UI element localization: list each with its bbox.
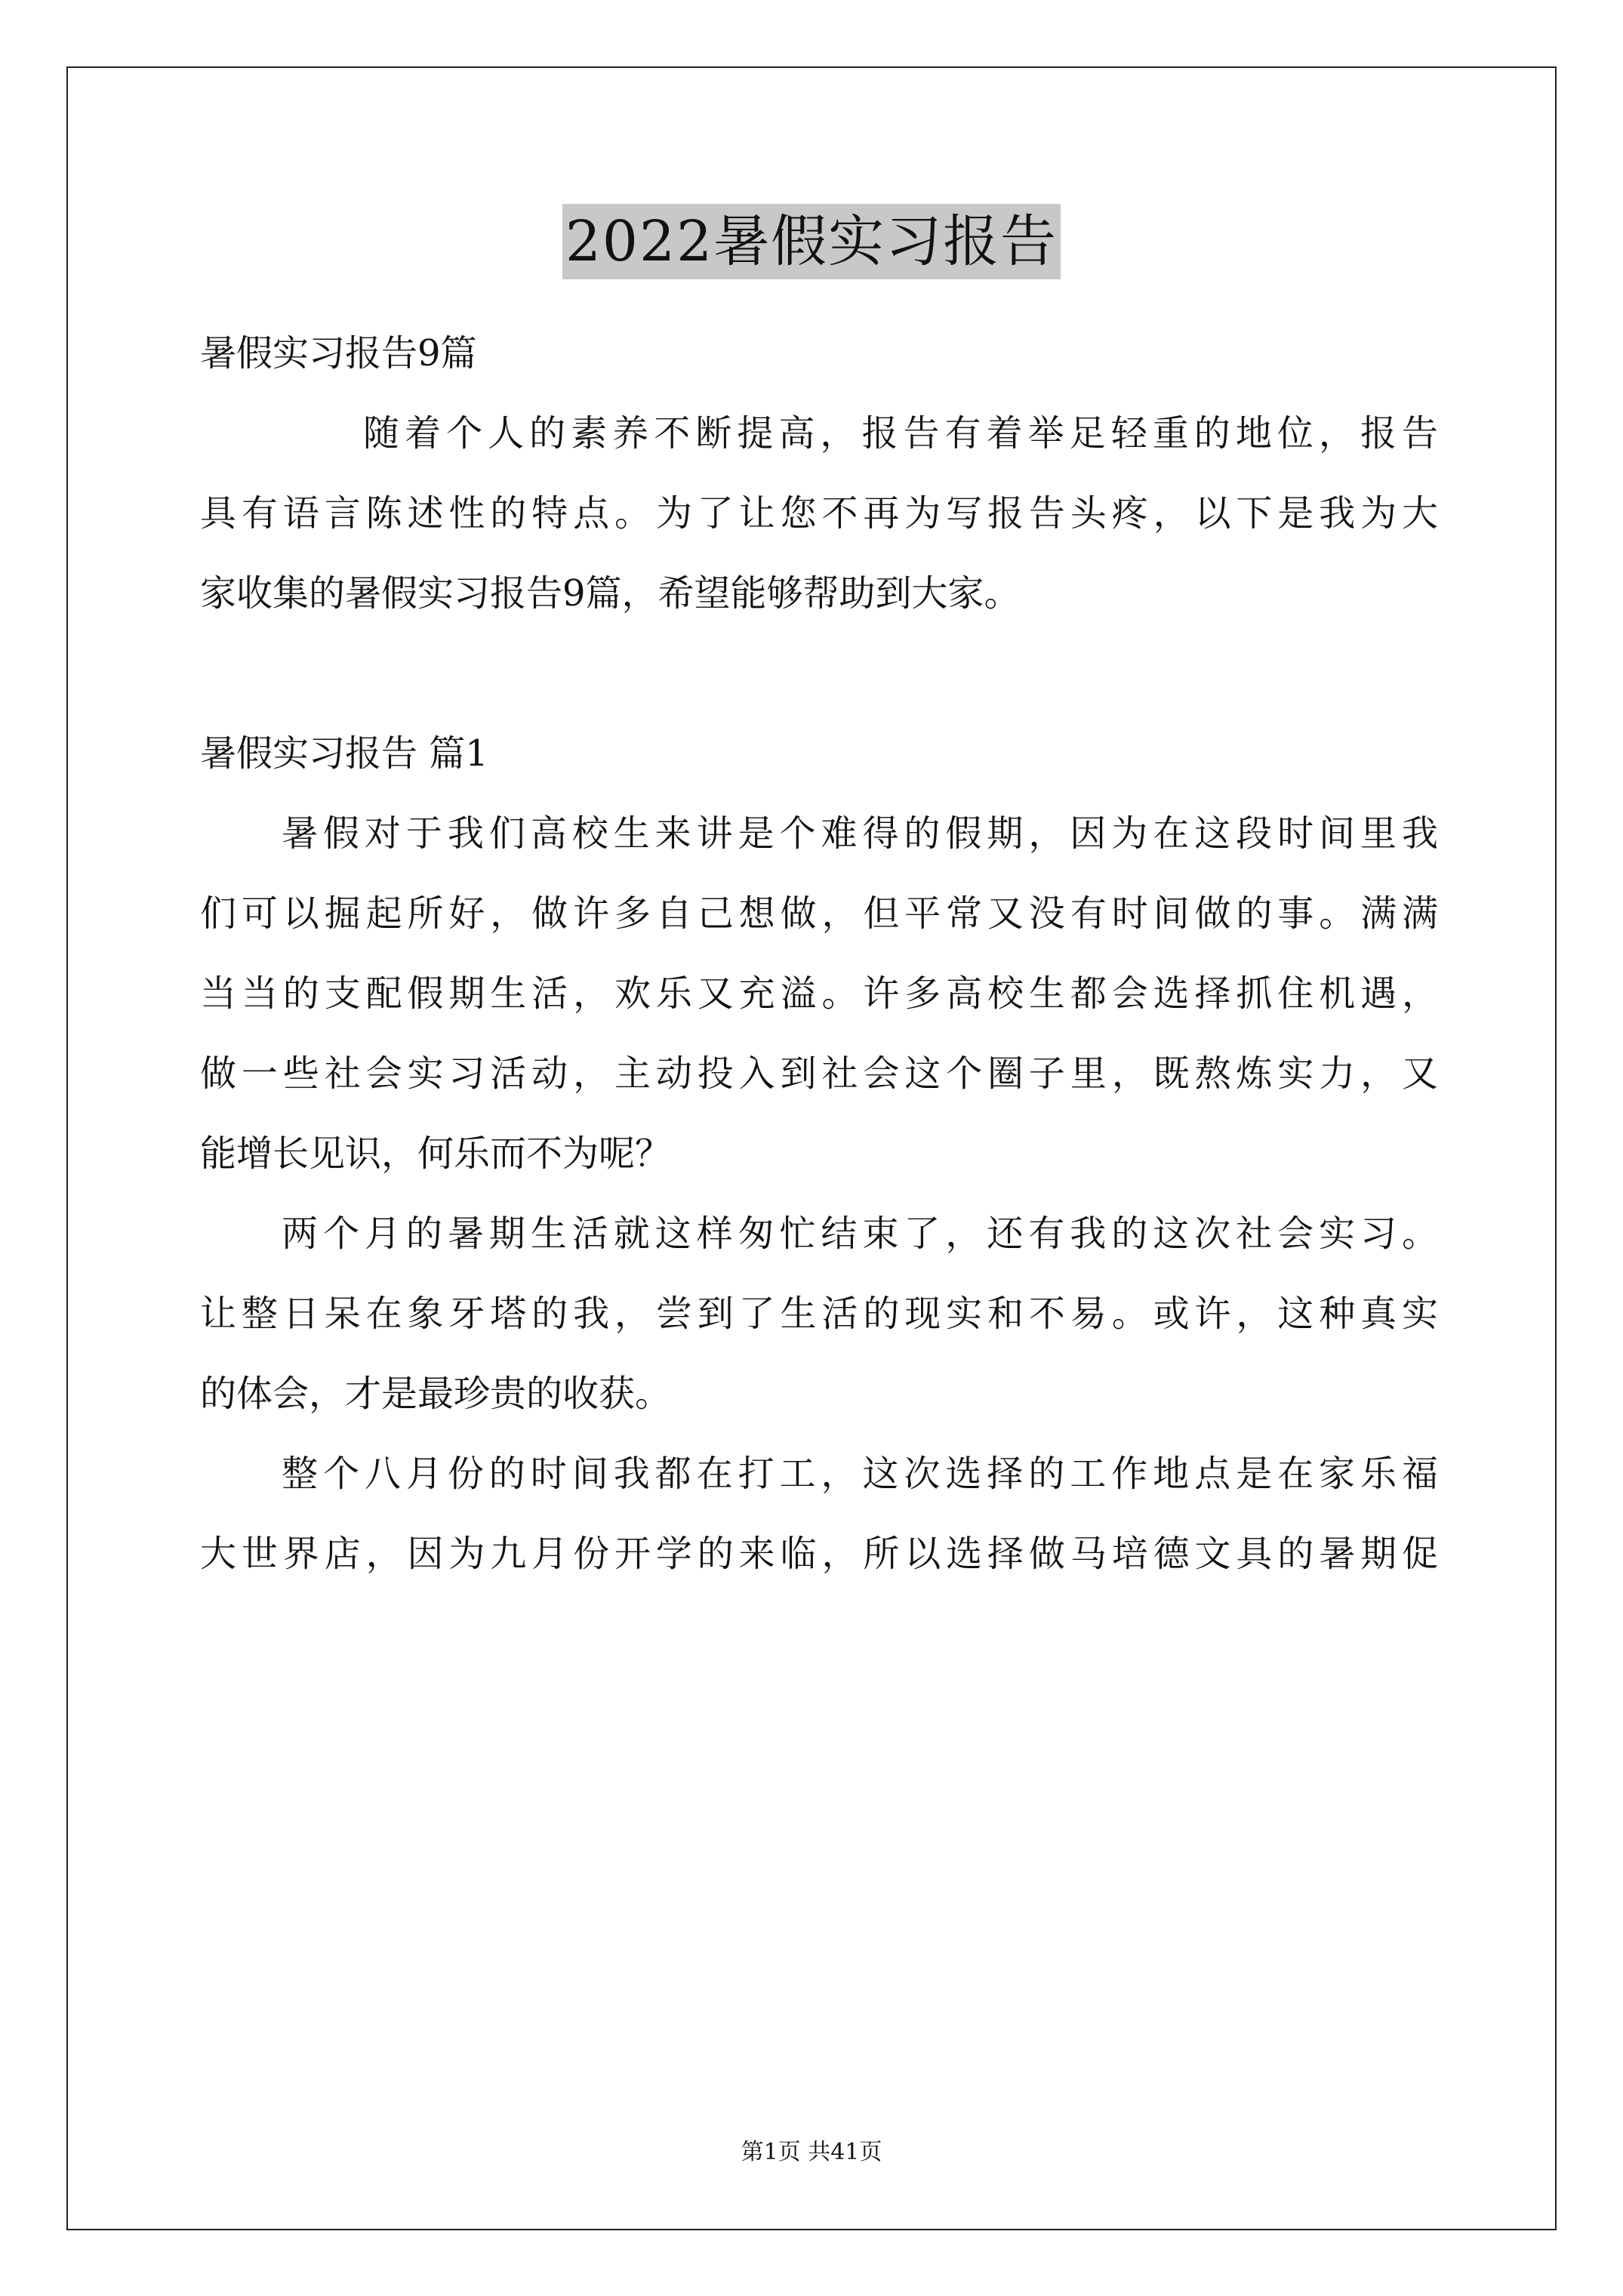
intro-paragraph — [200, 393, 1438, 633]
paragraph-line: 当当的支配假期生活，欢乐又充溢。许多高校生都会选择抓住机遇， — [200, 972, 1438, 1015]
paragraph-3 — [200, 1434, 1438, 1594]
paragraph-1 — [200, 794, 1438, 1194]
paragraph-line: 的体会，才是最珍贵的收获。 — [200, 1373, 672, 1415]
paragraph-line: 家收集的暑假实习报告9篇，希望能够帮助到大家。 — [200, 572, 1021, 615]
title-container — [0, 204, 1623, 279]
paragraph-line: 随着个人的素养不断提高，报告有着举足轻重的地位，报告 — [363, 412, 1438, 455]
paragraph-line: 两个月的暑期生活就这样匆忙结束了，还有我的这次社会实习。 — [282, 1213, 1438, 1255]
paragraph-line: 大世界店，因为九月份开学的来临，所以选择做马培德文具的暑期促 — [200, 1533, 1438, 1575]
blank-line — [200, 633, 1438, 713]
paragraph-line: 做一些社会实习活动，主动投入到社会这个圈子里，既熬炼实力，又 — [200, 1052, 1438, 1095]
paragraph-line: 整个八月份的时间我都在打工，这次选择的工作地点是在家乐福 — [282, 1453, 1438, 1495]
paragraph-2 — [200, 1194, 1438, 1434]
paragraph-line: 们可以掘起所好，做许多自己想做，但平常又没有时间做的事。满满 — [200, 892, 1438, 935]
document-subtitle: 暑假实习报告9篇 — [200, 332, 477, 374]
document-title: 2022暑假实习报告 — [562, 204, 1061, 279]
paragraph-line: 暑假对于我们高校生来讲是个难得的假期，因为在这段时间里我 — [282, 812, 1438, 855]
section-heading: 暑假实习报告 篇1 — [200, 732, 488, 775]
paragraph-line: 能增长见识，何乐而不为呢？ — [200, 1133, 672, 1175]
document-body — [200, 313, 1438, 1594]
paragraph-line: 具有语言陈述性的特点。为了让您不再为写报告头疼，以下是我为大 — [200, 492, 1438, 535]
page-footer: 第1页 共41页 — [741, 2139, 882, 2165]
paragraph-line: 让整日呆在象牙塔的我，尝到了生活的现实和不易。或许，这种真实 — [200, 1293, 1438, 1335]
